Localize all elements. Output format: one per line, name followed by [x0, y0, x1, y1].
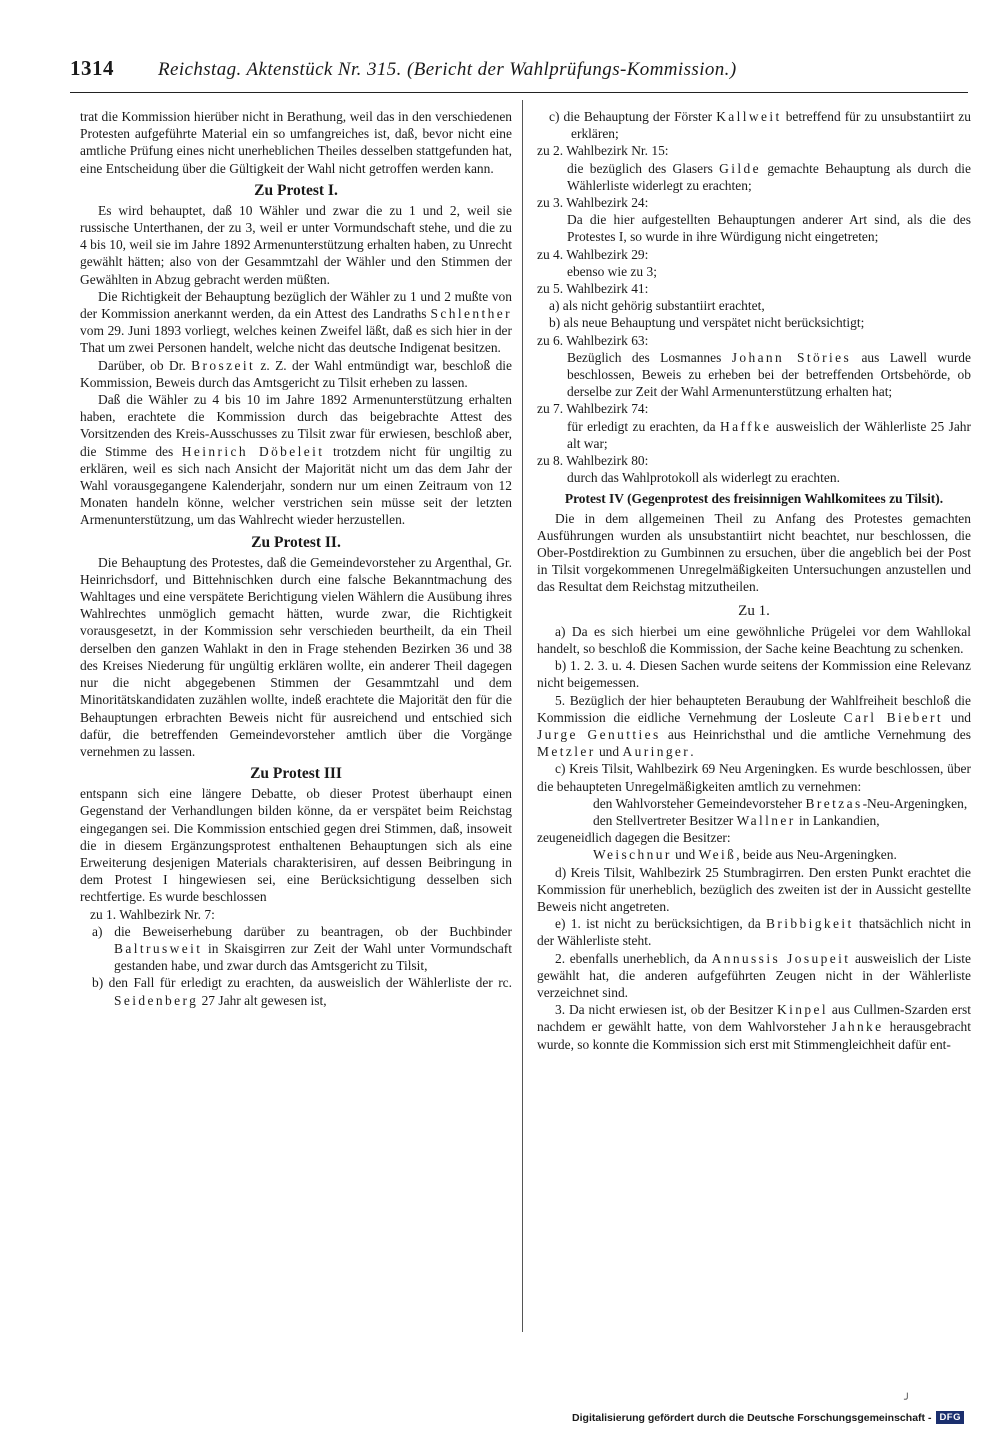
district-heading: zu 5. Wahlbezirk 41: — [537, 281, 649, 297]
person-name: Gilde — [719, 160, 762, 176]
person-name: Jahnke — [831, 1019, 884, 1035]
text-run: die bezüglich des Glasers — [567, 160, 720, 176]
district-heading: zu 2. Wahlbezirk Nr. 15: — [537, 143, 669, 159]
person-name: Weischnur — [593, 847, 672, 863]
witness-line: zeugeneidlich dagegen die Besitzer: — [537, 830, 731, 846]
text-run: , beide aus Neu-Argeningken. — [736, 847, 897, 863]
text-run: c) die Behauptung der Förster — [549, 109, 717, 124]
text-run: 27 Jahr alt gewesen ist, — [198, 992, 327, 1008]
text-run: aus Heinrichsthal und die amtliche Vernehmung des — [660, 726, 971, 742]
text-run: aus Lawell wurde beschlossen, Beweis zu erheben bei der betreffenden Ortsbehörde, ob derselbe zur Zeit der Wahl Armenunterstützung erhalten hat; — [567, 349, 971, 400]
list-item: Da die hier aufgestellten Behauptungen anderer Art sind, als die des Protestes I, so wurde in ihre Würdigung nicht eingetreten; — [567, 212, 971, 245]
paragraph — [80, 391, 512, 529]
person-name: Heinrich Döbeleit — [181, 443, 325, 459]
list-item: ebenso wie zu 3; — [567, 263, 657, 279]
dfg-logo-icon: DFG — [936, 1411, 964, 1424]
witness-line — [537, 846, 971, 863]
paragraph: b) 1. 2. 3. u. 4. Diesen Sachen wurde seitens der Kommission eine Relevanz nicht beigemessen. — [537, 658, 971, 691]
paragraph: a) Da es sich hierbei um eine gewöhnliche Prügelei vor dem Wahllokal handelt, so beschloß die Kommission, der Sache keine Beachtung zu schenken. — [537, 623, 971, 656]
list-item — [537, 108, 971, 142]
text-run: -Neu-Argeningken, — [862, 795, 968, 811]
section-heading: Zu Protest I. — [254, 181, 338, 199]
text-run: vom 29. Juni 1893 vorliegt, welches keinen Zweifel läßt, daß es sich hier in der That um zwei Personen handelt, welche nicht das deutsche Indigenat besitzen. — [80, 323, 512, 356]
text-run: ausweislich der Liste gewählt hat, die anderen aufgeführten Zeugen nicht in der Wählerliste verzeichnet sind. — [537, 950, 971, 1000]
person-name: Metzler — [537, 744, 596, 760]
text-run: a) die Beweiserhebung darüber zu beantragen, ob der Buchbinder — [92, 923, 512, 939]
paragraph — [537, 1001, 971, 1053]
scan-corner-mark: ╯ — [904, 1394, 911, 1406]
text-run: e) 1. ist nicht zu berücksichtigen, da — [555, 916, 766, 932]
page-header — [70, 56, 970, 90]
text-run: trotzdem nicht für ungiltig zu erklären, weil es sich nach Ansicht der Majorität nicht um das dem Jahr der Wahl vorausgegangene Kalenderjahr, sondern nur um einen Zeitraum von 12 Monaten handeln könne, welcher verstrichen sein müsse seit der letzten Armenunterstützung, um das Wahlrecht wieder herzustellen. — [80, 443, 512, 528]
list-item — [537, 418, 971, 452]
text-run: ausweislich der Wählerliste 25 Jahr alt war; — [567, 418, 971, 451]
person-name: Bretzas — [805, 795, 863, 811]
paragraph — [80, 357, 512, 391]
text-run: 2. ebenfalls unerheblich, da — [555, 950, 712, 966]
person-name: Jurge Genutties — [537, 726, 661, 742]
text-run: den Wahlvorsteher Gemeindevorsteher — [593, 795, 806, 811]
text-run: Die Richtigkeit der Behauptung bezüglich der Wähler zu 1 und 2 mußte von der Kommission anerkannt werden, da ein Attest des Landraths — [80, 288, 512, 322]
person-name: Kinpel — [777, 1002, 829, 1018]
paragraph: Die in dem allgemeinen Theil zu Anfang des Protestes gemachten Ausführungen wurden als unsubstantiirt nicht beachtet, nur beschlossen, die Ober-Postdirektion zu Gumbinnen zu ersuchen, über die angeblich bei der Post in Tilsit vorgekommenen Unregelmäßigkeiten Untersuchungen anzustellen und das Resultat dem Reichstag mitzutheilen. — [537, 510, 971, 595]
text-run: betreffend für zu unsubstantiirt zu erklären; — [571, 109, 971, 142]
paragraph: Die Behauptung des Protestes, daß die Gemeindevorsteher zu Argenthal, Gr. Heinrichsdorf, und Bittehnischken durch eine falsche Bekanntmachung des Wahltages und eine verspätete Berichtigung vielen Wählern die Ausübung ihres Wahlrechtes unmöglich gemacht hätten, wurde zwar, die Richtigkeit vorausgesetzt, in der Kommission sehr verschieden beurtheilt, da ein Theil derselben den ganzen Wahlakt in den in Frage stehenden Bezirken 36 und 38 des Kreises Niederung für ungültig erklären wollte, ein anderer Theil dagegen nur die nicht abgegebenen Stimmen der Gesammtzahl und dem Minoritätskandidaten zuzählen wollte, indeß erachtete die Majorität den für die Behauptungen erbrachten Beweis nicht für ausreichend und entschied sich dafür, die betreffenden Gemeindevorsteher amtlich über die Vorgänge vernehmen zu lassen. — [80, 554, 512, 759]
person-name: Schlenther — [430, 306, 512, 322]
person-name: Kallweit — [716, 109, 782, 124]
right-column — [537, 108, 971, 1053]
person-name: Weiß — [698, 847, 737, 863]
section-heading: Zu 1. — [738, 602, 770, 619]
text-run: in Lankandien, — [795, 812, 880, 828]
paragraph — [537, 915, 971, 949]
column-divider — [522, 100, 523, 1332]
text-run: herausgebracht wurde, so konnte die Kommission sich erst mit Stimmengleichheit dafür ent- — [537, 1019, 971, 1052]
district-heading: zu 4. Wahlbezirk 29: — [537, 246, 649, 262]
paragraph: c) Kreis Tilsit, Wahlbezirk 69 Neu Argeningken. Es wurde beschlossen, über die behaupteten Unregelmäßigkeiten amtlich zu vernehmen: — [537, 761, 971, 794]
person-name: Haffke — [720, 418, 772, 434]
text-run: . — [690, 744, 694, 760]
person-name: Bribbigkeit — [765, 916, 854, 932]
person-name: Carl Biebert — [843, 709, 943, 725]
text-run: aus Cullmen-Szarden erst nachdem er gewählt hatte, von dem Wahlvorsteher — [537, 1002, 972, 1035]
running-title: Reichstag. Aktenstück Nr. 315. (Bericht der Wahlprüfungs-Kommission.) — [158, 59, 737, 80]
list-item — [537, 160, 971, 194]
district-heading: zu 7. Wahlbezirk 74: — [537, 401, 649, 417]
district-heading: zu 6. Wahlbezirk 63: — [537, 332, 649, 348]
district-heading: zu 8. Wahlbezirk 80: — [537, 453, 649, 469]
paragraph: Es wird behauptet, daß 10 Wähler und zwar die zu 1 und 2, weil sie russische Unterthanen, der zu 3, weil er unter Vormundschaft stehe, und die zu 4 bis 10, weil sie im Jahre 1892 Armenunterstützung erhalten haben, zu Unrecht gewählt hätten; also von der Gesammtzahl der Wähler und den Stimmen der Gewählten in Abzug gebracht werden müßten. — [80, 202, 512, 287]
text-run: in Skaisgirren zur Zeit der Wahl unter Vormundschaft gestanden habe, und zwar durch das Amtsgericht zu Tilsit, — [114, 940, 512, 974]
paragraph — [537, 692, 971, 761]
section-heading: Protest IV (Gegenprotest des freisinnigen Wahlkomitees zu Tilsit). — [564, 491, 944, 507]
district-heading: zu 1. Wahlbezirk Nr. 7: — [90, 906, 215, 922]
text-run: den Stellvertreter Besitzer — [593, 812, 737, 828]
text-run: und — [595, 744, 623, 760]
text-run: gemachte Behauptung als durch die Wählerliste widerlegt zu erachten; — [567, 160, 971, 193]
page-number: 1314 — [70, 56, 114, 80]
person-name: Broszeit — [191, 357, 256, 373]
district-heading: zu 3. Wahlbezirk 24: — [537, 195, 649, 211]
list-item: a) als nicht gehörig substantiirt erachtet, — [549, 298, 765, 314]
person-name: Baltrusweit — [114, 940, 203, 956]
witness-line — [537, 812, 971, 829]
paragraph: trat die Kommission hierüber nicht in Berathung, weil das in den verschiedenen Protesten aufgeführte Material ein so umfangreiches ist, daß, bevor nicht eine amtliche Prüfung eines nicht unerheblichen Theiles desselben stattgefunden hat, eine Entscheidung über die Gültigkeit der Wahl nicht getroffen werden kann. — [80, 109, 512, 176]
text-run: Bezüglich des Losmannes — [567, 349, 732, 365]
paragraph: d) Kreis Tilsit, Wahlbezirk 25 Stumbragirren. Den ersten Punkt erachtet die Kommission für unerheblich, bezüglich des zweiten ist der in Aussicht gestellte Beweis nicht angetreten. — [537, 864, 971, 914]
text-run: Darüber, ob Dr. — [98, 357, 192, 373]
witness-line — [537, 795, 971, 812]
section-heading: Zu Protest III — [250, 765, 342, 783]
text-run: Daß die Wähler zu 4 bis 10 im Jahre 1892 Armenunterstützung erhalten haben, erachtete die Kommission durch das beigebrachte Attest des Vorsitzenden des Kreis-Ausschusses zu Tilsit zwar für erwiesen, beschloß aber, die Stimme des — [80, 392, 512, 459]
text-run: und — [671, 847, 699, 863]
text-run: b) den Fall für erledigt zu erachten, da ausweislich der Wählerliste der rc. — [92, 975, 512, 991]
digitization-credit — [572, 1411, 964, 1424]
list-item — [80, 974, 512, 1008]
text-run: z. Z. der Wahl entmündigt war, beschloß die Kommission, Beweis durch das Amtsgericht zu Tilsit erheben zu lassen. — [80, 357, 513, 390]
paragraph: entspann sich eine längere Debatte, ob dieser Protest überhaupt einen Gegenstand der Verhandlungen bilden könne, da er verspätet beim Reichstag eingegangen sei. Die Kommission entschied gegen drei Stimmen, daß, insoweit die in diesem Ergänzungsprotest enthaltenen Behauptungen sich als eine Erweiterung desjenigen Materials charakterisiren, auf dessen Beibringung in dem Protest I hingewiesen sei, eine Berücksichtigung desselben sich rechtfertige. Es wurde beschlossen — [80, 786, 512, 905]
header-rule — [70, 92, 968, 93]
person-name: Seidenberg — [114, 992, 199, 1008]
text-run: thatsächlich nicht in der Wählerliste steht. — [537, 916, 972, 949]
list-item: durch das Wahlprotokoll als widerlegt zu erachten. — [567, 470, 840, 486]
left-column — [80, 108, 512, 1009]
text-run: und — [943, 709, 972, 725]
text-run: für erledigt zu erachten, da — [567, 418, 721, 434]
section-heading: Zu Protest II. — [251, 533, 341, 551]
credit-text: Digitalisierung gefördert durch die Deutsche Forschungsgemeinschaft - — [572, 1411, 932, 1424]
list-item — [537, 349, 971, 401]
text-run: 5. Bezüglich der hier behaupteten Beraubung der Wahlfreiheit beschloß die Kommission die eidliche Vernehmung der Losleute — [537, 692, 971, 725]
person-name: Johann Störies — [731, 349, 852, 365]
list-item: b) als neue Behauptung und verspätet nicht berücksichtigt; — [549, 315, 865, 331]
person-name: Wallner — [736, 812, 796, 828]
person-name: Annussis Josupeit — [711, 950, 851, 966]
paragraph — [537, 950, 971, 1002]
list-item — [80, 923, 512, 975]
person-name: Auringer — [622, 744, 691, 760]
paragraph — [80, 288, 512, 357]
text-run: 3. Da nicht erwiesen ist, ob der Besitzer — [555, 1002, 778, 1018]
